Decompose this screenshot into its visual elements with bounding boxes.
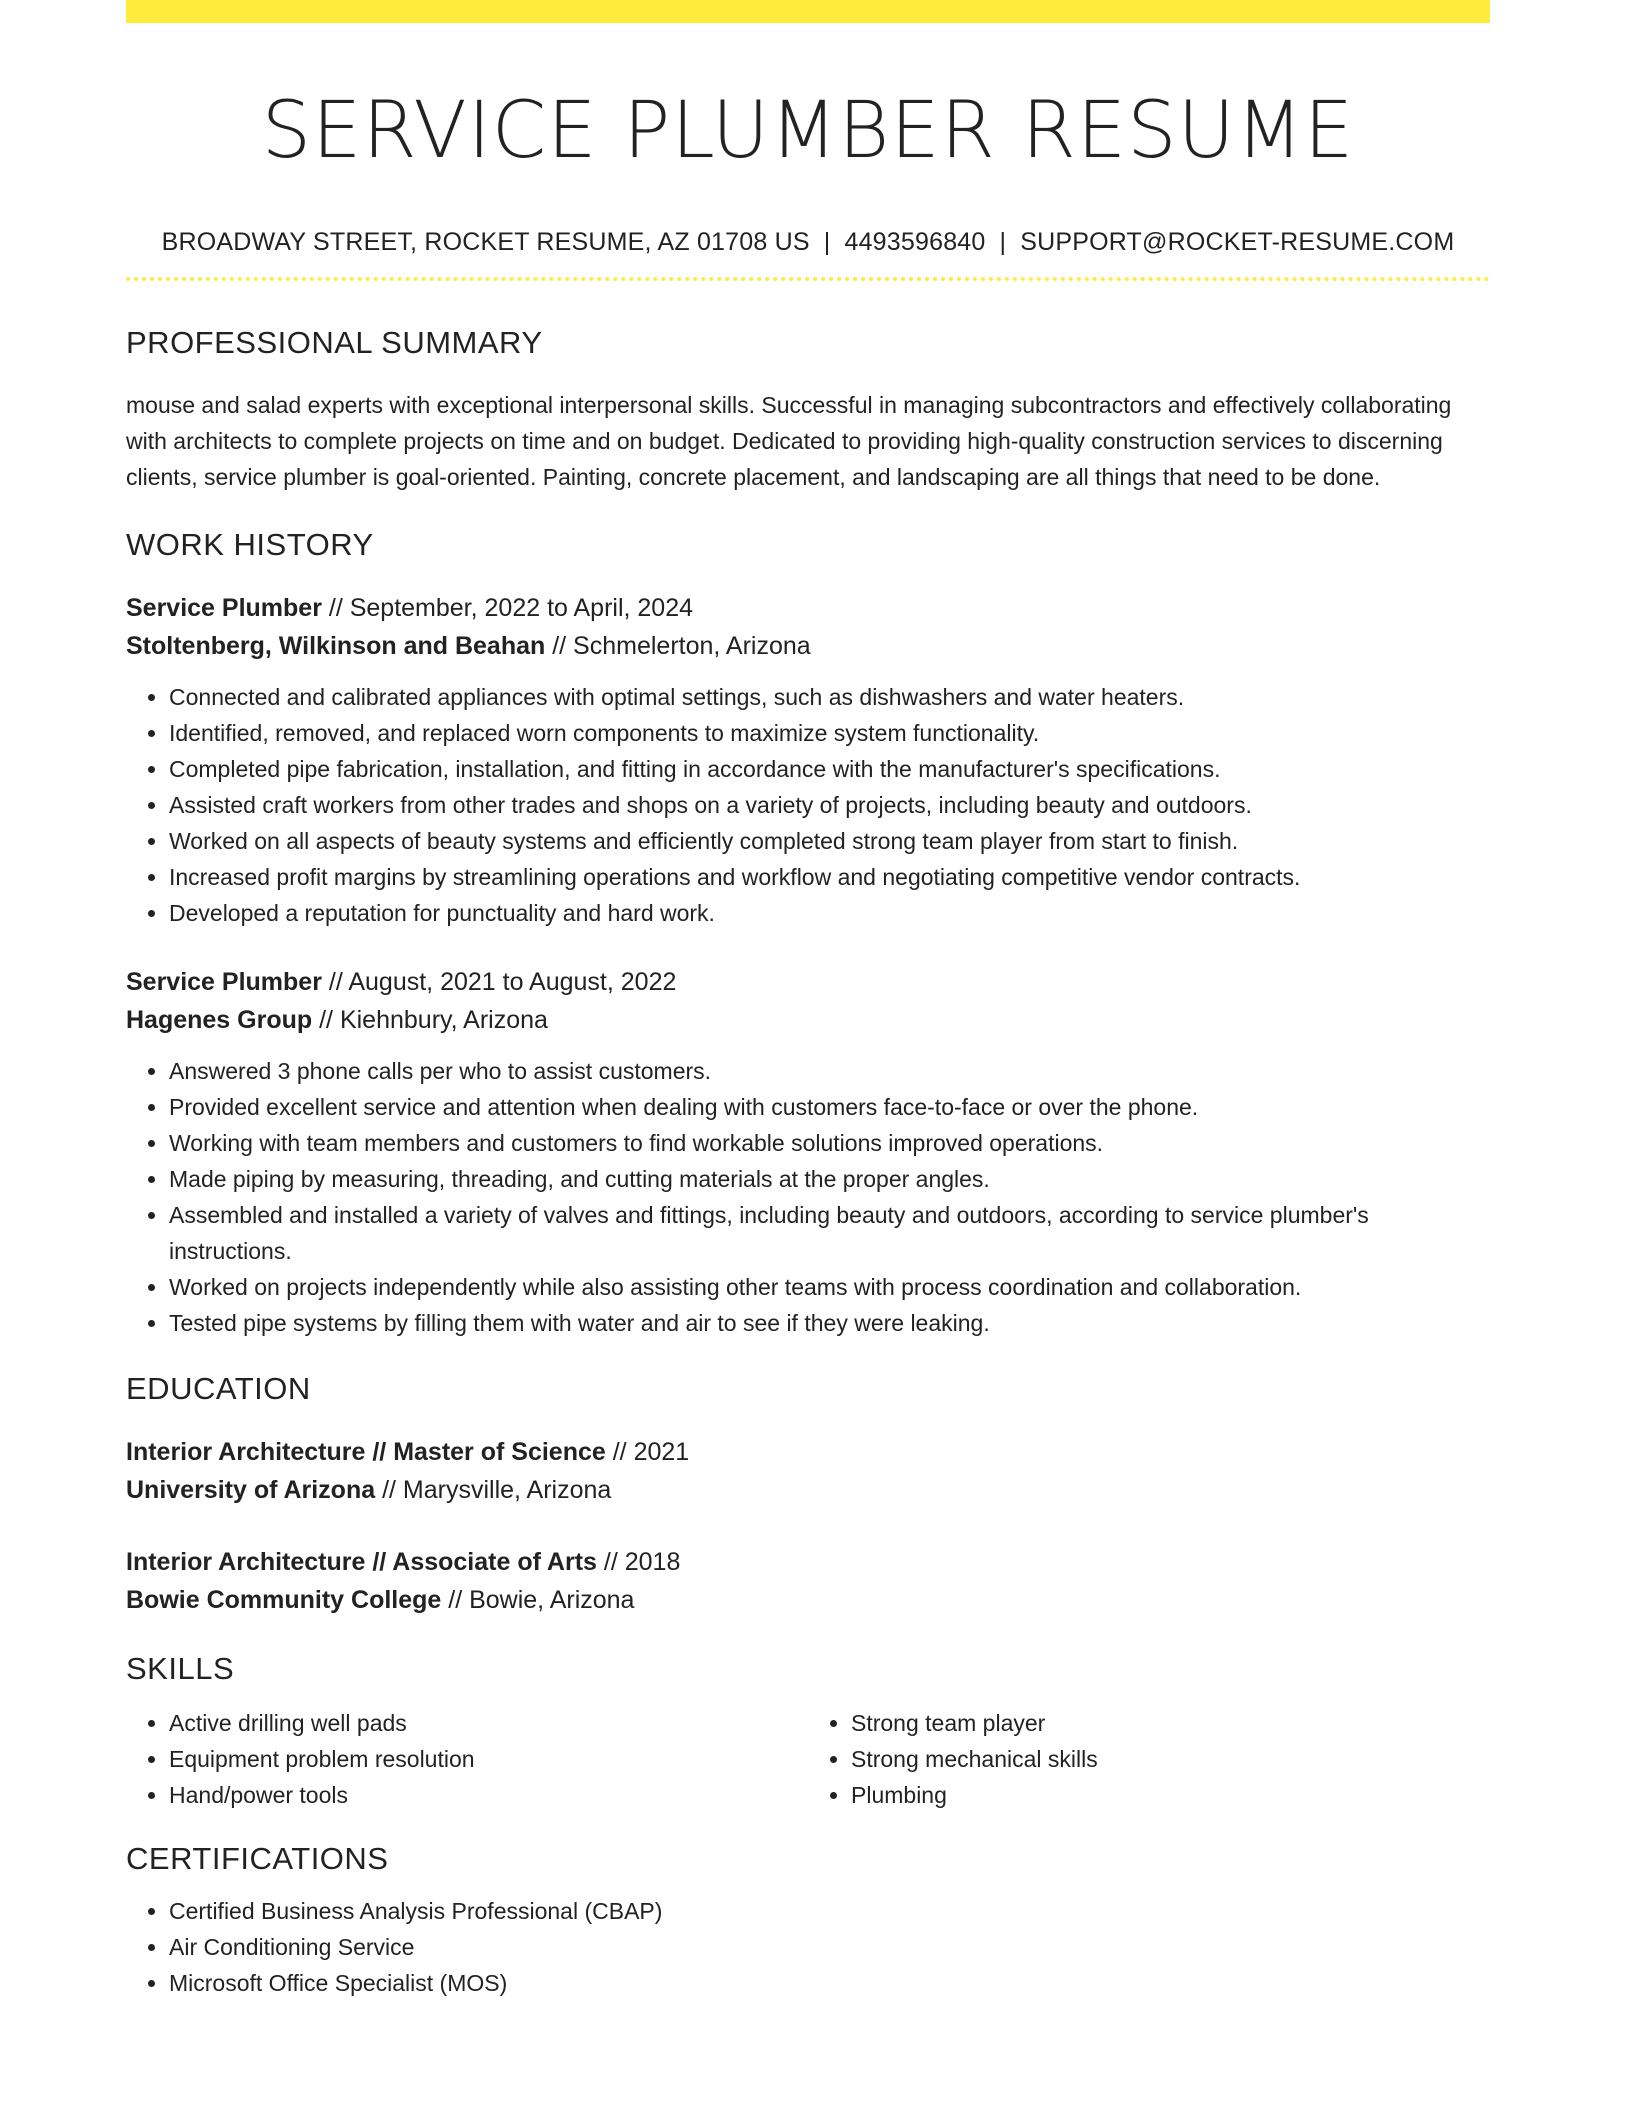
skills-columns [126,1705,1490,1813]
job-entry [126,963,1490,1341]
degree-line [126,1543,1490,1581]
list-item: • Identified, removed, and replaced worn components to maximize system functionality. [169,715,1490,751]
list-item: • Connected and calibrated appliances with optimal settings, such as dishwashers and water heaters. [169,679,1490,715]
school-line [126,1471,1490,1509]
school: University of Arizona [126,1476,376,1504]
job-title-line [126,589,1490,627]
job-company: Hagenes Group [126,1006,313,1034]
school-line [126,1581,1490,1619]
list-item: • Worked on all aspects of beauty systems and efficiently completed strong team player from start to finish. [169,823,1490,859]
resume-title: SERVICE PLUMBER RESUME [261,86,1355,176]
school-location: // Bowie, Arizona [441,1586,635,1614]
certifications-list [126,1893,1490,2001]
school-location: // Marysville, Arizona [375,1476,612,1504]
list-item: • Strong team player [851,1705,1490,1741]
degree: Interior Architecture // Master of Science [126,1438,606,1466]
job-bullets [126,679,1490,931]
list-item: • Provided excellent service and attention when dealing with customers face-to-face or over the phone. [169,1089,1490,1125]
work-history-heading: WORK HISTORY [126,527,374,562]
list-item: • Increased profit margins by streamlining operations and workflow and negotiating competitive vendor contracts. [169,859,1490,895]
degree: Interior Architecture // Associate of Arts [126,1548,597,1576]
skills-heading: SKILLS [126,1651,235,1686]
list-item: • Active drilling well pads [169,1705,808,1741]
certifications-heading: CERTIFICATIONS [126,1841,389,1876]
degree-year: // 2018 [596,1548,681,1576]
degree-year: // 2021 [605,1438,690,1466]
list-item: • Made piping by measuring, threading, and cutting materials at the proper angles. [169,1161,1490,1197]
contact-phone: 4493596840 [844,228,986,256]
school: Bowie Community College [126,1586,442,1614]
list-item: • Equipment problem resolution [169,1741,808,1777]
list-item: • Assisted craft workers from other trades and shops on a variety of projects, including beauty and outdoors. [169,787,1490,823]
summary-heading: PROFESSIONAL SUMMARY [126,325,543,360]
job-title-line [126,963,1490,1001]
job-location: // Schmelerton, Arizona [545,632,811,660]
job-dates: // September, 2022 to April, 2024 [321,594,694,622]
summary-text: mouse and salad experts with exceptional interpersonal skills. Successful in managing subcontractors and effectively collaborating with architects to complete projects on time and on budget. Dedicated to providing high-quality construction services to discerning clients, service plumber is goal-oriented. Painting, concrete placement, and landscaping are all things that need to be done. [126,392,1452,490]
list-item: • Air Conditioning Service [169,1929,1490,1965]
list-item: • Assembled and installed a variety of valves and fittings, including beauty and outdoors, according to service plumber's instructions. [169,1197,1490,1269]
resume-page [126,0,1490,2001]
list-item: • Working with team members and customers to find workable solutions improved operations. [169,1125,1490,1161]
top-accent-bar [126,0,1490,23]
list-item: • Developed a reputation for punctuality and hard work. [169,895,1490,931]
job-company: Stoltenberg, Wilkinson and Beahan [126,632,546,660]
contact-line [126,225,1490,259]
list-item: • Certified Business Analysis Professional (CBAP) [169,1893,1490,1929]
contact-email: SUPPORT@ROCKET-RESUME.COM [1020,228,1455,256]
job-bullets [126,1053,1490,1341]
job-title: Service Plumber [126,968,322,996]
job-dates: // August, 2021 to August, 2022 [321,968,677,996]
list-item: • Tested pipe systems by filling them with water and air to see if they were leaking. [169,1305,1490,1341]
contact-address: BROADWAY STREET, ROCKET RESUME, AZ 01708 US [161,228,810,256]
list-item: • Microsoft Office Specialist (MOS) [169,1965,1490,2001]
list-item: • Completed pipe fabrication, installation, and fitting in accordance with the manufacturer's specifications. [169,751,1490,787]
contact-separator: | [823,228,831,256]
contact-separator: | [999,228,1007,256]
skills-right-list [808,1705,1490,1813]
list-item: • Hand/power tools [169,1777,808,1813]
list-item: • Strong mechanical skills [851,1741,1490,1777]
list-item: • Plumbing [851,1777,1490,1813]
education-entry [126,1543,1490,1619]
skills-left-list [126,1705,808,1813]
education-heading: EDUCATION [126,1371,311,1406]
job-title: Service Plumber [126,594,322,622]
job-company-line [126,627,1490,665]
degree-line [126,1433,1490,1471]
job-entry [126,589,1490,931]
list-item: • Worked on projects independently while also assisting other teams with process coordination and collaboration. [169,1269,1490,1305]
dotted-divider [126,277,1490,281]
list-item: • Answered 3 phone calls per who to assist customers. [169,1053,1490,1089]
job-company-line [126,1001,1490,1039]
education-entry [126,1433,1490,1509]
job-location: // Kiehnbury, Arizona [312,1006,548,1034]
